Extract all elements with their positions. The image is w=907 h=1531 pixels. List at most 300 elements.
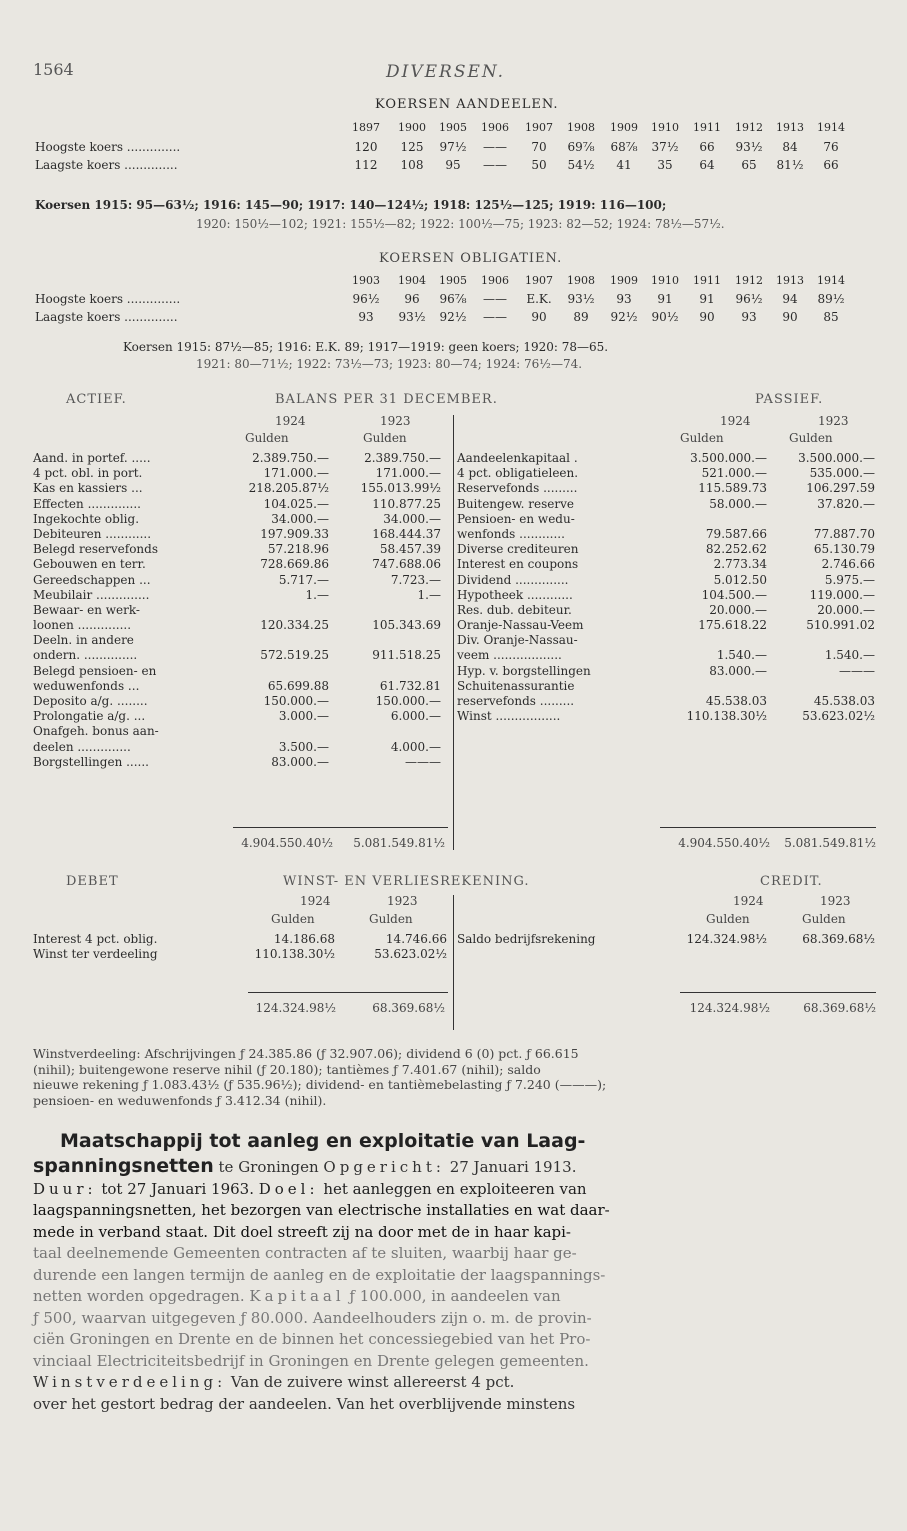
ledger-row xyxy=(457,694,877,709)
credit-total-rule xyxy=(680,992,876,993)
table-cell: 93½ xyxy=(735,140,763,154)
company-line-9: ƒ 500, waarvan uitgegeven ƒ 80.000. Aandeelhouders zijn o. m. de provin- xyxy=(33,1308,592,1327)
table-cell: 125 xyxy=(400,140,424,154)
ledger-label: Onafgeh. bonus aan- xyxy=(33,724,159,739)
table-cell: 120 xyxy=(354,140,378,154)
ledger-label: wenfonds ............ xyxy=(457,526,565,541)
year-header: 1909 xyxy=(610,274,638,287)
ledger-value-1923: 168.444.37 xyxy=(372,526,441,541)
year-header: 1905 xyxy=(439,121,467,134)
year-header: 1904 xyxy=(398,274,426,287)
liabilities-list xyxy=(457,451,877,724)
opgericht-value: 27 Januari 1913. xyxy=(449,1158,577,1176)
ledger-row xyxy=(457,466,877,481)
debet-label: DEBET xyxy=(66,874,119,889)
liab-total-1923: 5.081.549.81½ xyxy=(784,836,876,850)
ledger-value-1923: 61.732.81 xyxy=(379,678,441,693)
doel-text: het aanleggen en exploiteeren van xyxy=(323,1179,587,1198)
ledger-label: deelen .............. xyxy=(33,739,131,754)
ledger-value-1924: 3.500.— xyxy=(278,739,329,754)
ledger-row xyxy=(457,588,877,603)
company-line-8 xyxy=(33,1286,875,1308)
ledger-value-1924: 171.000.— xyxy=(263,466,329,481)
liab-year-1924: 1924 xyxy=(720,414,751,428)
credit-total-1924: 124.324.98½ xyxy=(689,1001,770,1015)
bonds-years-row xyxy=(0,274,907,288)
table-cell: 81½ xyxy=(776,158,804,172)
ledger-label: Interest en coupons xyxy=(457,557,579,572)
balance-divider xyxy=(453,415,454,850)
year-header: 1906 xyxy=(481,274,509,287)
table-cell: —— xyxy=(483,158,507,172)
ledger-row xyxy=(33,664,445,679)
table-row xyxy=(0,140,907,158)
ledger-row xyxy=(33,466,445,481)
ledger-value-1924: 20.000.— xyxy=(709,602,767,617)
ledger-row xyxy=(33,679,445,694)
ledger-label: Aand. in portef. ..... xyxy=(33,451,151,465)
table-cell: 54½ xyxy=(567,158,595,172)
year-header: 1912 xyxy=(735,121,763,134)
ledger-row xyxy=(457,618,877,633)
ledger-row xyxy=(457,512,877,527)
table-cell: 93½ xyxy=(567,292,595,306)
ledger-value-1923: ——— xyxy=(405,754,441,769)
ledger-label: 4 pct. obl. in port. xyxy=(33,466,143,481)
ledger-value-1923: 155.013.99½ xyxy=(360,481,441,496)
debit-unit-1924: Gulden xyxy=(271,912,315,926)
credit-list xyxy=(457,932,877,947)
ledger-value-1924: 150.000.— xyxy=(263,694,329,708)
year-header: 1914 xyxy=(817,121,845,134)
duur-value: tot 27 Januari 1963. xyxy=(101,1179,254,1198)
shares-years-row xyxy=(0,121,907,135)
table-cell: 93 xyxy=(358,310,374,324)
ledger-label: 4 pct. obligatieleen. xyxy=(457,466,579,481)
ledger-label: reservefonds ......... xyxy=(457,694,575,708)
ledger-row xyxy=(33,588,445,603)
ledger-value-1923: 7.723.— xyxy=(390,572,441,587)
ledger-row xyxy=(457,932,877,947)
company-line-5: mede in verband staat. Dit doel streeft zij na door met de in haar kapi- xyxy=(33,1222,571,1241)
year-header: 1913 xyxy=(776,274,804,287)
ledger-value-1924: 110.138.30½ xyxy=(686,709,767,724)
year-header: 1897 xyxy=(352,121,380,134)
ledger-label: Effecten .............. xyxy=(33,496,141,511)
page-number: 1564 xyxy=(33,60,74,79)
company-line-4: laagspanningsnetten, het bezorgen van electrische installaties en wat daar- xyxy=(33,1201,610,1219)
ledger-value-1924: 83.000.— xyxy=(271,754,329,769)
ledger-row xyxy=(457,709,877,724)
year-header: 1911 xyxy=(693,274,721,287)
assets-list xyxy=(33,451,445,770)
ledger-label: Meubilair .............. xyxy=(33,587,150,602)
ledger-value-1924: 79.587.66 xyxy=(705,526,767,541)
ledger-value-1923: 119.000.— xyxy=(809,587,875,602)
ledger-label: Interest 4 pct. oblig. xyxy=(33,932,158,946)
ledger-label: Bewaar- en werk- xyxy=(33,602,140,617)
ledger-row xyxy=(457,542,877,557)
ledger-row xyxy=(33,618,445,633)
ledger-label: Deeln. in andere xyxy=(33,633,134,648)
distribution-line: Winstverdeeling: Afschrijvingen ƒ 24.385.86 (ƒ 32.907.06); dividend 6 (0) pct. ƒ 66.615 xyxy=(33,1046,579,1061)
table-cell: 91 xyxy=(657,292,673,306)
ledger-label: Debiteuren ............ xyxy=(33,526,152,541)
company-title-line2: spanningsnetten xyxy=(33,1155,214,1177)
ledger-label: Ingekochte oblig. xyxy=(33,511,140,526)
row-label: Laagste koers .............. xyxy=(35,310,178,324)
ledger-row xyxy=(457,664,877,679)
ledger-value-1924: 218.205.87½ xyxy=(248,481,329,496)
ledger-label: Reservefonds ......... xyxy=(457,481,578,496)
ledger-value-1923: 1.540.— xyxy=(824,648,875,663)
ledger-row xyxy=(33,694,445,709)
ledger-label: Dividend .............. xyxy=(457,572,569,587)
ledger-value-1923: 110.877.25 xyxy=(372,496,441,511)
ledger-value-1924: 34.000.— xyxy=(271,511,329,526)
winstverdeeling-label: Winstverdeeling: xyxy=(33,1373,227,1391)
company-line-10: ciën Groningen en Drente en de binnen het concessiegebied van het Pro- xyxy=(33,1330,591,1348)
table-cell: 96½ xyxy=(735,292,763,306)
table-cell: 84 xyxy=(782,140,798,154)
year-header: 1912 xyxy=(735,274,763,287)
kapitaal-label: Kapitaal xyxy=(249,1287,345,1305)
company-title-line1: Maatschappij tot aanleg en exploitatie van Laag- xyxy=(60,1130,586,1152)
ledger-row xyxy=(457,633,877,648)
assets-unit-1924: Gulden xyxy=(245,431,289,445)
table-cell: 112 xyxy=(354,158,378,172)
table-cell: 35 xyxy=(657,158,673,172)
ledger-label: Deposito a/g. ........ xyxy=(33,694,148,708)
ledger-label: Buitengew. reserve xyxy=(457,496,575,511)
table-cell: 92½ xyxy=(610,310,638,324)
company-line-8b: ƒ 100.000, in aandeelen van xyxy=(349,1287,561,1305)
pnl-title: WINST- EN VERLIESREKENING. xyxy=(283,874,530,889)
ledger-label: Winst ................. xyxy=(457,709,561,724)
ledger-row xyxy=(33,947,451,962)
table-cell: —— xyxy=(483,310,507,324)
debit-list xyxy=(33,932,451,962)
ledger-value-1924: 104.500.— xyxy=(701,587,767,602)
ledger-value-1923: 1.— xyxy=(417,587,441,602)
ledger-row xyxy=(33,527,445,542)
ledger-value-1924: 5.717.— xyxy=(278,572,329,587)
ledger-row xyxy=(457,573,877,588)
assets-year-1924: 1924 xyxy=(275,414,306,428)
year-header: 1907 xyxy=(525,274,553,287)
ledger-value-1923: 2.746.66 xyxy=(821,557,875,572)
ledger-label: weduwenfonds ... xyxy=(33,678,140,693)
ledger-value-1924: 2.389.750.— xyxy=(252,451,329,465)
table-cell: —— xyxy=(483,140,507,154)
ledger-label: Pensioen- en wedu- xyxy=(457,511,575,526)
liab-unit-1923: Gulden xyxy=(789,431,833,445)
distribution-line: (nihil); buitengewone reserve nihil (ƒ 20.180); tantièmes ƒ 7.401.67 (nihil); saldo xyxy=(33,1061,541,1077)
liab-total-rule xyxy=(660,827,876,828)
ledger-value-1924: 110.138.30½ xyxy=(254,947,335,962)
table-cell: 41 xyxy=(616,158,632,172)
credit-year-1924: 1924 xyxy=(733,894,764,908)
year-header: 1903 xyxy=(352,274,380,287)
table-cell: 70 xyxy=(531,140,547,154)
ledger-row xyxy=(33,481,445,496)
table-cell: 92½ xyxy=(439,310,467,324)
table-cell: 96 xyxy=(404,292,420,306)
debit-total-rule xyxy=(248,992,448,993)
table-cell: —— xyxy=(483,292,507,306)
passief-label: PASSIEF. xyxy=(755,392,824,407)
table-cell: 89 xyxy=(573,310,589,324)
running-title: DIVERSEN. xyxy=(386,62,506,82)
row-label: Laagste koers .............. xyxy=(35,158,178,172)
table-cell: 68⅞ xyxy=(610,140,638,154)
company-line-7: durende een langen termijn de aanleg en de exploitatie der laagspannings- xyxy=(33,1265,606,1284)
year-header: 1910 xyxy=(651,121,679,134)
table-cell: 95 xyxy=(445,158,461,172)
ledger-label: Prolongatie a/g. ... xyxy=(33,709,146,724)
table-cell: 93 xyxy=(616,292,632,306)
table-cell: 91 xyxy=(699,292,715,306)
ledger-row xyxy=(33,557,445,572)
liab-total-1924: 4.904.550.40½ xyxy=(678,836,770,850)
bonds-note-1: Koersen 1915: 87½—85; 1916: E.K. 89; 1917—1919: geen koers; 1920: 78—65. xyxy=(123,340,609,354)
ledger-value-1923: 3.500.000.— xyxy=(798,451,875,465)
actief-label: ACTIEF. xyxy=(66,392,127,407)
credit-total-1923: 68.369.68½ xyxy=(803,1001,876,1015)
table-cell: 90½ xyxy=(651,310,679,324)
table-cell: 94 xyxy=(782,292,798,306)
ledger-value-1923: ——— xyxy=(839,663,875,678)
company-line-8a: netten worden opgedragen. xyxy=(33,1287,245,1305)
distribution-line: pensioen- en weduwenfonds ƒ 3.412.34 (nihil). xyxy=(33,1092,327,1108)
ledger-value-1923: 6.000.— xyxy=(390,709,441,724)
year-header: 1908 xyxy=(567,121,595,134)
assets-total-1923: 5.081.549.81½ xyxy=(353,836,445,850)
ledger-label: Winst ter verdeeling xyxy=(33,947,158,962)
assets-unit-1923: Gulden xyxy=(363,431,407,445)
table-cell: 66 xyxy=(823,158,839,172)
ledger-value-1923: 65.130.79 xyxy=(813,542,875,557)
ledger-label: Kas en kassiers ... xyxy=(33,481,143,496)
ledger-row xyxy=(33,633,445,648)
ledger-value-1924: 14.186.68 xyxy=(273,932,335,946)
table-cell: 90 xyxy=(699,310,715,324)
ledger-value-1923: 106.297.59 xyxy=(806,481,875,496)
liab-unit-1924: Gulden xyxy=(680,431,724,445)
ledger-row xyxy=(457,451,877,466)
credit-unit-1923: Gulden xyxy=(802,912,846,926)
ledger-value-1924: 1.— xyxy=(305,587,329,602)
ledger-value-1924: 124.324.98½ xyxy=(686,932,767,946)
ledger-row xyxy=(457,527,877,542)
ledger-value-1924: 104.025.— xyxy=(263,496,329,511)
table-cell: 96⅞ xyxy=(439,292,467,306)
ledger-value-1924: 728.669.86 xyxy=(260,557,329,572)
ledger-label: Hyp. v. borgstellingen xyxy=(457,663,591,678)
ledger-value-1923: 14.746.66 xyxy=(385,932,447,946)
year-header: 1908 xyxy=(567,274,595,287)
ledger-label: loonen .............. xyxy=(33,618,132,633)
ledger-value-1923: 5.975.— xyxy=(824,572,875,587)
ledger-row xyxy=(33,512,445,527)
table-cell: 85 xyxy=(823,310,839,324)
table-cell: 90 xyxy=(782,310,798,324)
table-cell: 37½ xyxy=(651,140,679,154)
year-header: 1911 xyxy=(693,121,721,134)
debit-year-1924: 1924 xyxy=(300,894,331,908)
ledger-row xyxy=(33,755,445,770)
ledger-label: Belegd reservefonds xyxy=(33,542,158,557)
ledger-label: Saldo bedrijfsrekening xyxy=(457,932,596,946)
company-line-6: taal deelnemende Gemeenten contracten af te sluiten, waarbij haar ge- xyxy=(33,1244,577,1262)
ledger-row xyxy=(33,709,445,724)
ledger-row xyxy=(457,557,877,572)
table-cell: E.K. xyxy=(526,292,552,306)
shares-note-2: 1920: 150½—102; 1921: 155½—82; 1922: 100½—75; 1923: 82—52; 1924: 78½—57½. xyxy=(196,217,725,231)
ledger-value-1923: 510.991.02 xyxy=(806,618,875,633)
assets-total-rule xyxy=(233,827,448,828)
balance-title: BALANS PER 31 DECEMBER. xyxy=(275,392,498,407)
ledger-value-1923: 2.389.750.— xyxy=(364,451,441,465)
ledger-value-1924: 57.218.96 xyxy=(267,542,329,557)
table-cell: 76 xyxy=(823,140,839,154)
ledger-label: Gereedschappen ... xyxy=(33,572,151,587)
ledger-value-1923: 58.457.39 xyxy=(379,542,441,557)
liab-year-1923: 1923 xyxy=(818,414,849,428)
ledger-value-1923: 20.000.— xyxy=(817,602,875,617)
ledger-value-1924: 115.589.73 xyxy=(698,481,767,496)
ledger-value-1923: 150.000.— xyxy=(375,694,441,708)
opgericht-label: Opgericht: xyxy=(323,1158,445,1176)
ledger-value-1923: 171.000.— xyxy=(375,466,441,481)
table-cell: 64 xyxy=(699,158,715,172)
ledger-value-1923: 535.000.— xyxy=(809,466,875,481)
assets-year-1923: 1923 xyxy=(380,414,411,428)
shares-title: KOERSEN AANDEELEN. xyxy=(375,97,559,112)
table-cell: 97½ xyxy=(439,140,467,154)
debit-unit-1923: Gulden xyxy=(369,912,413,926)
row-label: Hoogste koers .............. xyxy=(35,292,181,306)
table-row xyxy=(0,292,907,310)
table-row xyxy=(0,158,907,176)
year-header: 1914 xyxy=(817,274,845,287)
ledger-label: Gebouwen en terr. xyxy=(33,557,146,572)
company-line-12-rest: Van de zuivere winst allereerst 4 pct. xyxy=(230,1373,515,1391)
doel-label: Doel: xyxy=(258,1179,319,1198)
company-city: te Groningen xyxy=(218,1158,319,1176)
ledger-label: Aandeelenkapitaal . xyxy=(457,451,578,465)
year-header: 1910 xyxy=(651,274,679,287)
company-line-2 xyxy=(33,1156,875,1179)
ledger-label: Borgstellingen ...... xyxy=(33,754,149,769)
table-cell: 96½ xyxy=(352,292,380,306)
year-header: 1900 xyxy=(398,121,426,134)
ledger-label: Res. dub. debiteur. xyxy=(457,602,572,617)
ledger-value-1924: 58.000.— xyxy=(709,496,767,511)
ledger-value-1924: 83.000.— xyxy=(709,663,767,678)
ledger-row xyxy=(33,648,445,663)
shares-table xyxy=(0,140,907,176)
row-label: Hoogste koers .............. xyxy=(35,140,181,154)
ledger-row xyxy=(33,603,445,618)
ledger-row xyxy=(33,724,445,739)
ledger-value-1923: 34.000.— xyxy=(383,511,441,526)
ledger-value-1924: 572.519.25 xyxy=(260,648,329,663)
ledger-value-1923: 53.623.02½ xyxy=(374,947,447,962)
debit-year-1923: 1923 xyxy=(387,894,418,908)
company-line-13: over het gestort bedrag der aandeelen. Van het overblijvende minstens xyxy=(33,1394,576,1413)
year-header: 1913 xyxy=(776,121,804,134)
ledger-value-1924: 2.773.34 xyxy=(713,557,767,572)
credit-unit-1924: Gulden xyxy=(706,912,750,926)
table-cell: 89½ xyxy=(817,292,845,306)
assets-total-1924: 4.904.550.40½ xyxy=(241,836,333,850)
distribution-line: nieuwe rekening ƒ 1.083.43½ (ƒ 535.96½); dividend- en tantièmebelasting ƒ 7.240 (———); xyxy=(33,1077,607,1092)
ledger-row xyxy=(33,740,445,755)
ledger-label: Div. Oranje-Nassau- xyxy=(457,633,578,648)
ledger-value-1923: 747.688.06 xyxy=(372,557,441,572)
ledger-label: ondern. .............. xyxy=(33,648,138,663)
company-line-3 xyxy=(33,1179,875,1201)
ledger-value-1923: 4.000.— xyxy=(390,739,441,754)
year-header: 1906 xyxy=(481,121,509,134)
ledger-value-1924: 3.500.000.— xyxy=(690,451,767,465)
year-header: 1909 xyxy=(610,121,638,134)
ledger-label: Oranje-Nassau-Veem xyxy=(457,618,584,633)
debit-total-1924: 124.324.98½ xyxy=(255,1001,336,1015)
bonds-note-2: 1921: 80—71½; 1922: 73½—73; 1923: 80—74; 1924: 76½—74. xyxy=(196,357,583,371)
ledger-value-1924: 197.909.33 xyxy=(260,526,329,541)
ledger-row xyxy=(457,679,877,694)
ledger-label: Diverse crediteuren xyxy=(457,542,579,557)
ledger-row xyxy=(457,481,877,496)
table-cell: 108 xyxy=(400,158,424,172)
table-row xyxy=(0,310,907,328)
table-cell: 66 xyxy=(699,140,715,154)
ledger-value-1924: 120.334.25 xyxy=(260,618,329,633)
ledger-row xyxy=(457,603,877,618)
ledger-label: veem .................. xyxy=(457,648,562,663)
ledger-value-1923: 45.538.03 xyxy=(813,694,875,708)
ledger-value-1924: 1.540.— xyxy=(716,648,767,663)
ledger-row xyxy=(457,497,877,512)
ledger-value-1924: 5.012.50 xyxy=(713,572,767,587)
ledger-value-1923: 68.369.68½ xyxy=(802,932,875,946)
ledger-value-1923: 37.820.— xyxy=(817,496,875,511)
table-cell: 93 xyxy=(741,310,757,324)
bonds-table xyxy=(0,292,907,328)
ledger-value-1924: 175.618.22 xyxy=(698,618,767,633)
bonds-title: KOERSEN OBLIGATIEN. xyxy=(379,251,563,266)
ledger-row xyxy=(33,542,445,557)
duur-label: Duur: xyxy=(33,1179,97,1198)
ledger-value-1923: 911.518.25 xyxy=(372,648,441,663)
ledger-row xyxy=(33,497,445,512)
ledger-value-1924: 45.538.03 xyxy=(705,694,767,708)
ledger-value-1923: 53.623.02½ xyxy=(802,709,875,724)
ledger-row xyxy=(457,648,877,663)
table-cell: 69⅞ xyxy=(567,140,595,154)
table-cell: 65 xyxy=(741,158,757,172)
ledger-value-1924: 3.000.— xyxy=(278,709,329,724)
shares-note-1: Koersen 1915: 95—63½; 1916: 145—90; 1917: 140—124½; 1918: 125½—125; 1919: 116—100; xyxy=(35,198,667,212)
table-cell: 90 xyxy=(531,310,547,324)
ledger-label: Schuitenassurantie xyxy=(457,678,575,693)
ledger-value-1923: 77.887.70 xyxy=(813,526,875,541)
ledger-row xyxy=(33,932,451,947)
table-cell: 50 xyxy=(531,158,547,172)
year-header: 1907 xyxy=(525,121,553,134)
